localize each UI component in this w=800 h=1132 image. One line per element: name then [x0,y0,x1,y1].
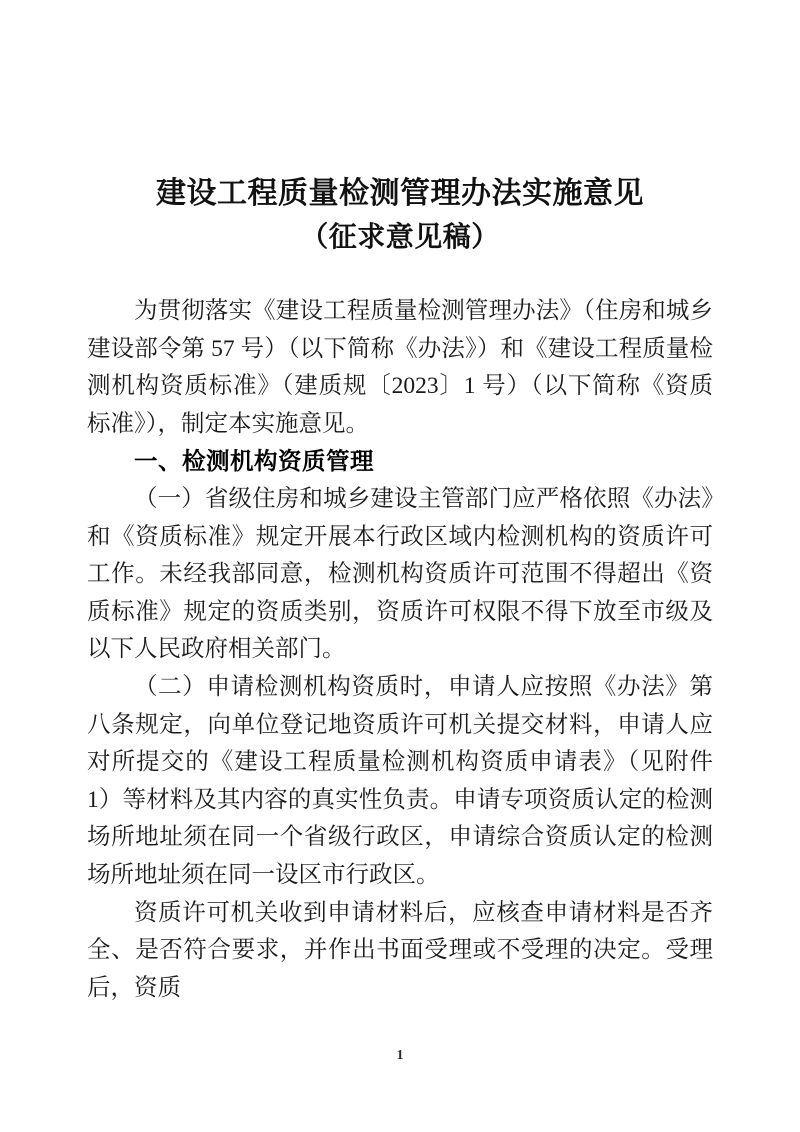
section-heading-one: 一、检测机构资质管理 [134,448,374,475]
page-footer [0,1046,800,1064]
paragraph-item-2: （二）申请检测机构资质时，申请人应按照《办法》第八条规定，向单位登记地资质许可机关提交材料，申请人应对所提交的《建设工程质量检测机构资质申请表》（见附件 1）等材料及其内容的真实性负责。申请专项资质认定的检测场所地址须在同一个省级行政区，申请综合资质认定的检测场所地址须在同一设区市行政区。 [87,673,713,888]
page-number: 1 [396,1048,404,1063]
document-body [87,293,713,1007]
page-title: 建设工程质量检测管理办法实施意见 [156,177,644,210]
page-subtitle: （征求意见稿） [300,221,500,252]
paragraph-item-2-continued: 资质许可机关收到申请材料后，应核查申请材料是否齐全、是否符合要求，并作出书面受理或不受理的决定。受理后，资质 [87,899,713,1001]
paragraph-item-1: （一）省级住房和城乡建设主管部门应严格依照《办法》和《资质标准》规定开展本行政区域内检测机构的资质许可工作。未经我部同意，检测机构资质许可范围不得超出《资质标准》规定的资质类别，资质许可权限不得下放至市级及以下人民政府相关部门。 [87,485,713,663]
paragraph-preamble: 为贯彻落实《建设工程质量检测管理办法》（住房和城乡建设部令第 57 号）（以下简称《办法》）和《建设工程质量检测机构资质标准》（建质规〔2023〕1 号）（以下简称《资质标准》），制定本实施意见。 [87,298,713,437]
title-block [0,172,800,258]
